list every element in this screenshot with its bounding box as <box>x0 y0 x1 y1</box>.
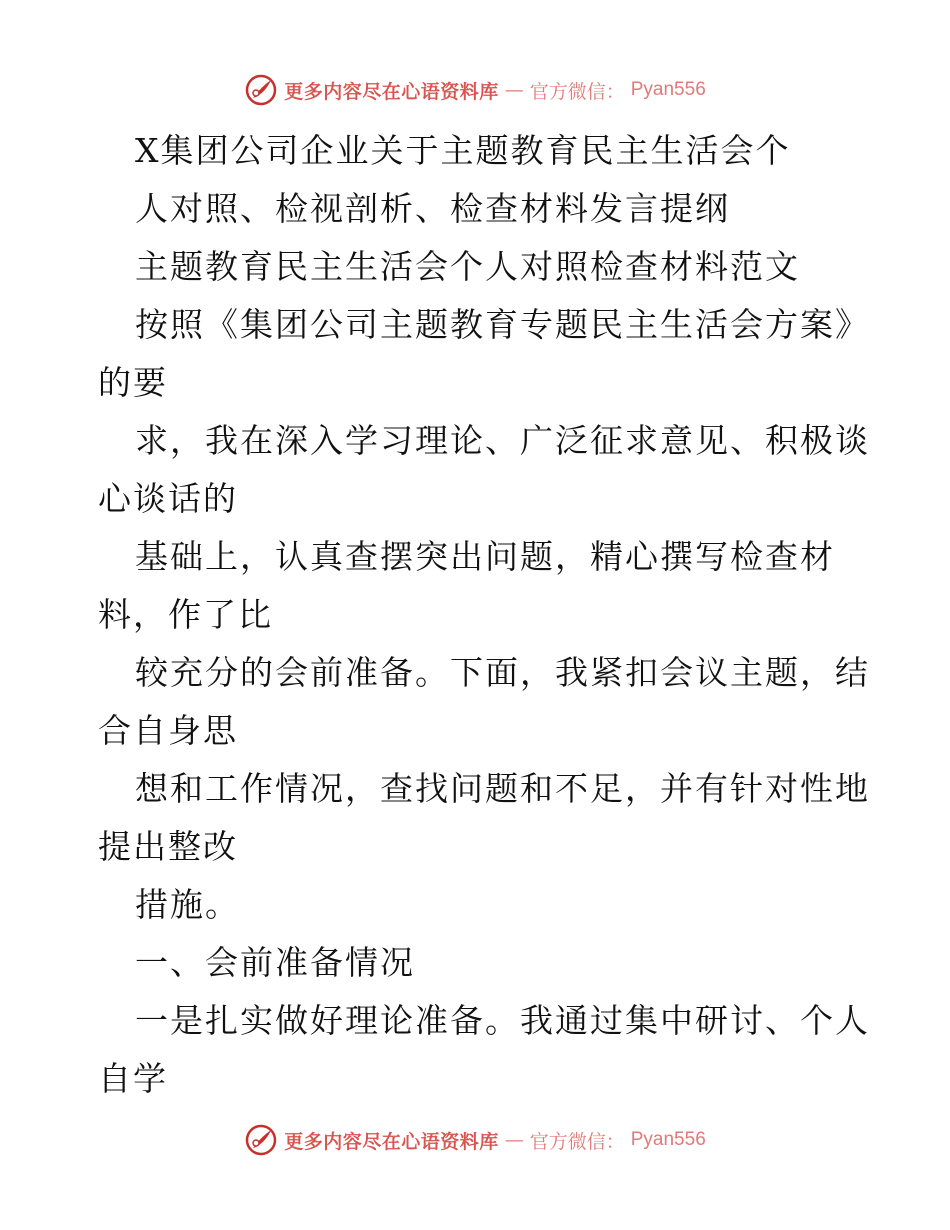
quill-circle-icon <box>244 1123 278 1157</box>
wechat-id: Pyan556 <box>630 79 706 100</box>
paragraph-line: 提出整改 <box>98 827 238 866</box>
paragraph-line: 料，作了比 <box>98 595 273 634</box>
paragraph-line: 求，我在深入学习理论、广泛征求意见、积极谈 <box>135 421 870 460</box>
paragraph-line: 基础上，认真查摆突出问题，精心撰写检查材 <box>135 537 835 576</box>
separator: — <box>504 79 524 101</box>
paragraph-line: 自学 <box>98 1059 168 1098</box>
paragraph-line: 合自身思 <box>98 711 238 750</box>
document-title-line-1: X集团公司企业关于主题教育民主生活会个 <box>135 131 791 170</box>
wechat-label: 官方微信： <box>529 1130 625 1153</box>
paragraph-line: 按照《集团公司主题教育专题民主生活会方案》 <box>135 305 870 344</box>
paragraph-line: 想和工作情况，查找问题和不足，并有针对性地 <box>135 769 870 808</box>
separator: — <box>504 1129 524 1151</box>
quill-circle-icon <box>244 73 278 107</box>
paragraph-line: 心谈话的 <box>98 479 238 518</box>
promo-text: 更多内容尽在心语资料库 <box>284 1130 499 1153</box>
wechat-id: Pyan556 <box>630 1129 706 1150</box>
paragraph-line: 一是扎实做好理论准备。我通过集中研讨、个人 <box>135 1001 870 1040</box>
promo-text: 更多内容尽在心语资料库 <box>284 80 499 103</box>
wechat-label: 官方微信： <box>529 80 625 103</box>
document-title-line-2: 人对照、检视剖析、检查材料发言提纲 <box>135 189 730 228</box>
document-subtitle: 主题教育民主生活会个人对照检查材料范文 <box>135 247 800 286</box>
section-heading: 一、会前准备情况 <box>135 943 415 982</box>
paragraph-line: 的要 <box>98 363 168 402</box>
document-body <box>98 122 870 1108</box>
footer-watermark-banner <box>0 1120 950 1160</box>
paragraph-line: 措施。 <box>135 885 240 924</box>
paragraph-line: 较充分的会前准备。下面，我紧扣会议主题，结 <box>135 653 870 692</box>
header-watermark-banner <box>0 70 950 110</box>
